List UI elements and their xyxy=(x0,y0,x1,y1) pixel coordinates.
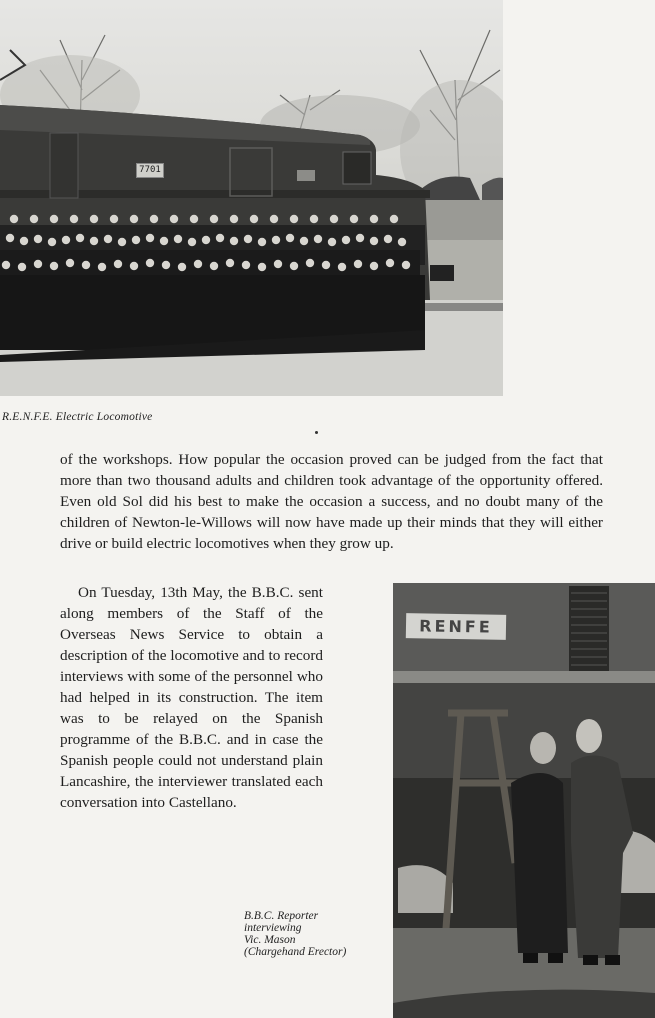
renfe-nameplate: RENFE xyxy=(406,613,506,640)
body-paragraph-1: of the workshops. How popular the occasion proved can be judged from the fact that more than two thousand adults and children took advantage of the opportunity offered. Even old Sol did his best to make the occasion a success, and no doubt many of the children of Newton-le-Willows will now have made up their minds that they will either drive or build electric locomotives when they grow up. xyxy=(60,451,603,552)
crowd-face xyxy=(66,259,74,267)
crowd-face xyxy=(18,263,26,271)
crowd-face xyxy=(370,237,378,245)
crowd-face xyxy=(330,215,338,223)
crowd-face xyxy=(216,234,224,242)
crowd-face xyxy=(170,215,178,223)
crowd-face xyxy=(350,215,358,223)
crowd-face xyxy=(230,237,238,245)
crowd-face xyxy=(146,234,154,242)
crowd-face xyxy=(290,262,298,270)
crowd-face xyxy=(286,234,294,242)
buffer xyxy=(430,265,454,281)
crowd-face xyxy=(104,235,112,243)
crowd-face xyxy=(82,261,90,269)
crowd-face xyxy=(114,260,122,268)
body-paragraph-2: On Tuesday, 13th May, the B.B.C. sent along members of the Staff of the Overseas News Service to obtain a description of the locomotive and to record interviews with some of the personnel who had helped in its construction. The item was to be relayed on the Spanish programme of the B.B.C. and in case the Spanish people could not understand plain Lancashire, the interviewer translated each conversation into Castellano. xyxy=(60,584,323,811)
crowd-face xyxy=(322,261,330,269)
crowd-face xyxy=(10,215,18,223)
crowd-face xyxy=(244,235,252,243)
photo-interview-illustration xyxy=(393,583,655,1018)
crowd-face xyxy=(250,215,258,223)
caption-line: Vic. Mason xyxy=(244,934,296,946)
photo-locomotive-group xyxy=(0,0,503,396)
crowd-face xyxy=(90,215,98,223)
crowd-face xyxy=(20,237,28,245)
print-speck xyxy=(315,431,318,434)
crowd-face xyxy=(258,263,266,271)
photo-interview xyxy=(393,583,655,1018)
crowd-face xyxy=(274,260,282,268)
crowd-face xyxy=(188,238,196,246)
crowd-face xyxy=(230,215,238,223)
caption-line: (Chargehand Erector) xyxy=(244,946,347,958)
crowd-face xyxy=(194,260,202,268)
crowd-face xyxy=(398,238,406,246)
crowd-face xyxy=(30,215,38,223)
crowd-face xyxy=(338,263,346,271)
crowd xyxy=(0,225,425,362)
crowd-face xyxy=(342,236,350,244)
crowd-face xyxy=(34,235,42,243)
crowd-face xyxy=(258,238,266,246)
crowd-face xyxy=(354,260,362,268)
locomotive-number-plate: 7701 xyxy=(136,163,164,178)
crowd-face xyxy=(272,236,280,244)
crowd-face xyxy=(190,215,198,223)
crowd-face xyxy=(290,215,298,223)
crowd-face xyxy=(118,238,126,246)
crowd-face xyxy=(48,238,56,246)
caption-line: interviewing xyxy=(244,922,302,934)
louvre-vent xyxy=(569,586,609,674)
crowd-face xyxy=(242,261,250,269)
crowd-face xyxy=(146,259,154,267)
crowd-face xyxy=(310,215,318,223)
photo-locomotive-group-illustration xyxy=(0,0,503,396)
crowd-face xyxy=(270,215,278,223)
crowd-face xyxy=(210,215,218,223)
crowd-face xyxy=(90,237,98,245)
crowd-face xyxy=(328,238,336,246)
crowd-face xyxy=(384,235,392,243)
crowd-face xyxy=(62,236,70,244)
crowd-face xyxy=(162,261,170,269)
crowd-face xyxy=(2,261,10,269)
crowd-face xyxy=(402,261,410,269)
crowd-face xyxy=(50,262,58,270)
crowd-face xyxy=(70,215,78,223)
crowd-face xyxy=(6,234,14,242)
crowd-face xyxy=(98,263,106,271)
crowd-face xyxy=(314,235,322,243)
crowd-face xyxy=(130,262,138,270)
crowd-face xyxy=(132,236,140,244)
crowd-face xyxy=(110,215,118,223)
crowd-face xyxy=(76,234,84,242)
crowd-face xyxy=(210,262,218,270)
crowd-face xyxy=(390,215,398,223)
crowd-face xyxy=(150,215,158,223)
crowd-face xyxy=(174,235,182,243)
crowd-face xyxy=(300,237,308,245)
crowd-face xyxy=(130,215,138,223)
crowd-face xyxy=(306,259,314,267)
caption-line: B.B.C. Reporter xyxy=(244,910,319,922)
crowd-face xyxy=(370,262,378,270)
crowd-face xyxy=(34,260,42,268)
crowd-face xyxy=(386,259,394,267)
crowd-face xyxy=(50,215,58,223)
caption-bottom-photo xyxy=(244,910,394,958)
crowd-face xyxy=(226,259,234,267)
crowd-face xyxy=(178,263,186,271)
crowd-face xyxy=(160,237,168,245)
crowd-face xyxy=(356,234,364,242)
crowd-face xyxy=(370,215,378,223)
caption-top-photo: R.E.N.F.E. Electric Locomotive xyxy=(2,411,153,423)
crowd-face xyxy=(202,236,210,244)
